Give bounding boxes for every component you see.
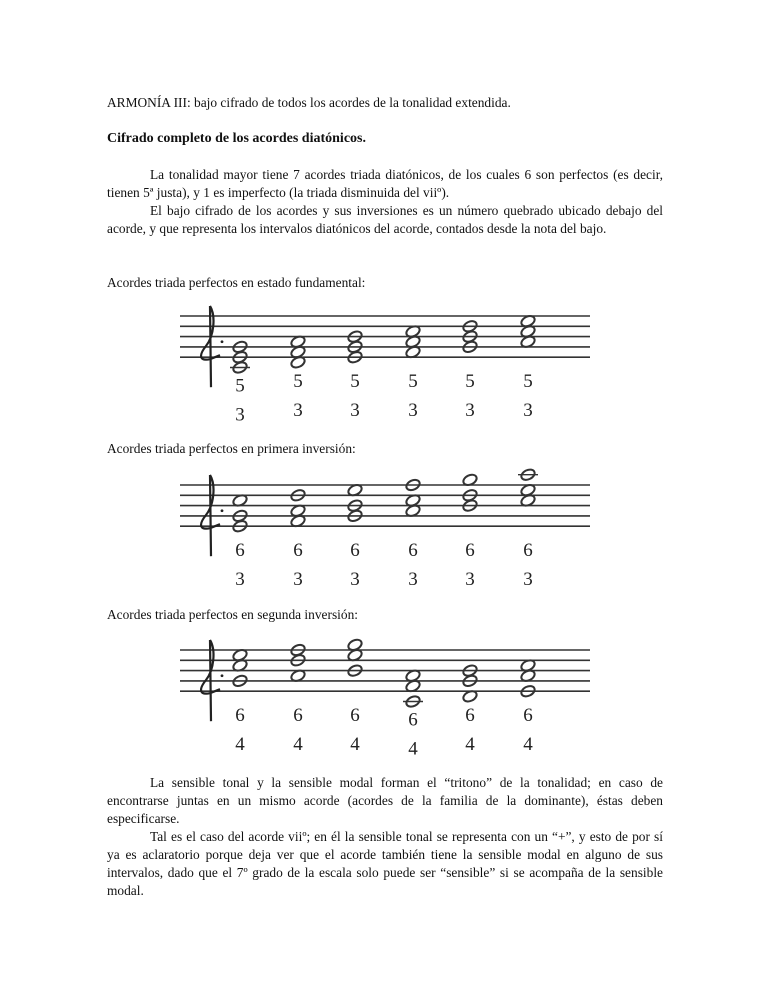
- paragraph: La tonalidad mayor tiene 7 acordes triada diatónicos, de los cuales 6 son perfectos (es decir, tienen 5ª justa), y 1 es imperfecto (la triada disminuida del viiº).: [107, 167, 663, 200]
- figured-bass-number: 6: [293, 540, 303, 562]
- figured-bass-number: 6: [350, 540, 360, 562]
- music-staff-first-inversion: [170, 465, 600, 600]
- figured-bass-number: 6: [465, 540, 475, 562]
- figured-bass-number: 3: [408, 400, 418, 422]
- example-caption: Acordes triada perfectos en segunda inversión:: [107, 607, 358, 622]
- figured-bass-number: 5: [350, 371, 360, 393]
- figured-bass-number: 3: [523, 400, 533, 422]
- figured-bass-number: 5: [235, 375, 245, 397]
- figured-bass-number: 3: [523, 569, 533, 591]
- figured-bass-number: 5: [523, 371, 533, 393]
- figured-bass-number: 4: [293, 734, 303, 756]
- figured-bass-number: 6: [408, 709, 418, 731]
- figured-bass-number: 6: [523, 540, 533, 562]
- figured-bass-number: 3: [465, 569, 475, 591]
- music-staff-root-position: [170, 296, 600, 431]
- figured-bass-number: 3: [408, 569, 418, 591]
- figured-bass-number: 6: [235, 705, 245, 727]
- example-caption: Acordes triada perfectos en primera inversión:: [107, 441, 356, 456]
- figured-bass-number: 4: [465, 734, 475, 756]
- figured-bass-number: 3: [293, 400, 303, 422]
- figured-bass-number: 4: [350, 734, 360, 756]
- document-title: ARMONÍA III: bajo cifrado de todos los acordes de la tonalidad extendida.: [107, 95, 511, 110]
- paragraph: El bajo cifrado de los acordes y sus inversiones es un número quebrado ubicado debajo del acorde, y que representa los intervalos diatónicos del acorde, contados desde la nota del bajo.: [107, 203, 663, 236]
- figured-bass-number: 3: [235, 404, 245, 426]
- figured-bass-number: 4: [408, 738, 418, 760]
- figured-bass-number: 6: [350, 705, 360, 727]
- section-heading: Cifrado completo de los acordes diatónicos.: [107, 131, 366, 146]
- figured-bass-number: 6: [408, 540, 418, 562]
- figured-bass-number: 6: [523, 705, 533, 727]
- figured-bass-number: 3: [350, 569, 360, 591]
- figured-bass-number: 3: [350, 400, 360, 422]
- figured-bass-number: 4: [523, 734, 533, 756]
- figured-bass-number: 6: [465, 705, 475, 727]
- figured-bass-number: 5: [465, 371, 475, 393]
- figured-bass-number: 6: [235, 540, 245, 562]
- figured-bass-number: 3: [465, 400, 475, 422]
- example-caption: Acordes triada perfectos en estado fundamental:: [107, 275, 366, 290]
- music-staff-second-inversion: [170, 630, 600, 780]
- figured-bass-number: 5: [293, 371, 303, 393]
- figured-bass-number: 5: [408, 371, 418, 393]
- dot: [221, 674, 224, 677]
- figured-bass-number: 6: [293, 705, 303, 727]
- figured-bass-number: 3: [235, 569, 245, 591]
- figured-bass-number: 3: [293, 569, 303, 591]
- dot: [221, 340, 224, 343]
- paragraph: La sensible tonal y la sensible modal forman el “tritono” de la tonalidad; en caso de encontrarse juntas en un mismo acorde (acordes de la familia de la dominante), éstas deben especificarse.: [107, 775, 663, 826]
- paragraph: Tal es el caso del acorde viiº; en él la sensible tonal se representa con un “+”, y esto de por sí ya es aclaratorio porque deja ver que el acorde también tiene la sensible modal en alguno de sus intervalos, dado que el 7º grado de la escala solo puede ser “sensible” si se acompaña de la sensible modal.: [107, 829, 663, 898]
- dot: [221, 509, 224, 512]
- figured-bass-number: 4: [235, 734, 245, 756]
